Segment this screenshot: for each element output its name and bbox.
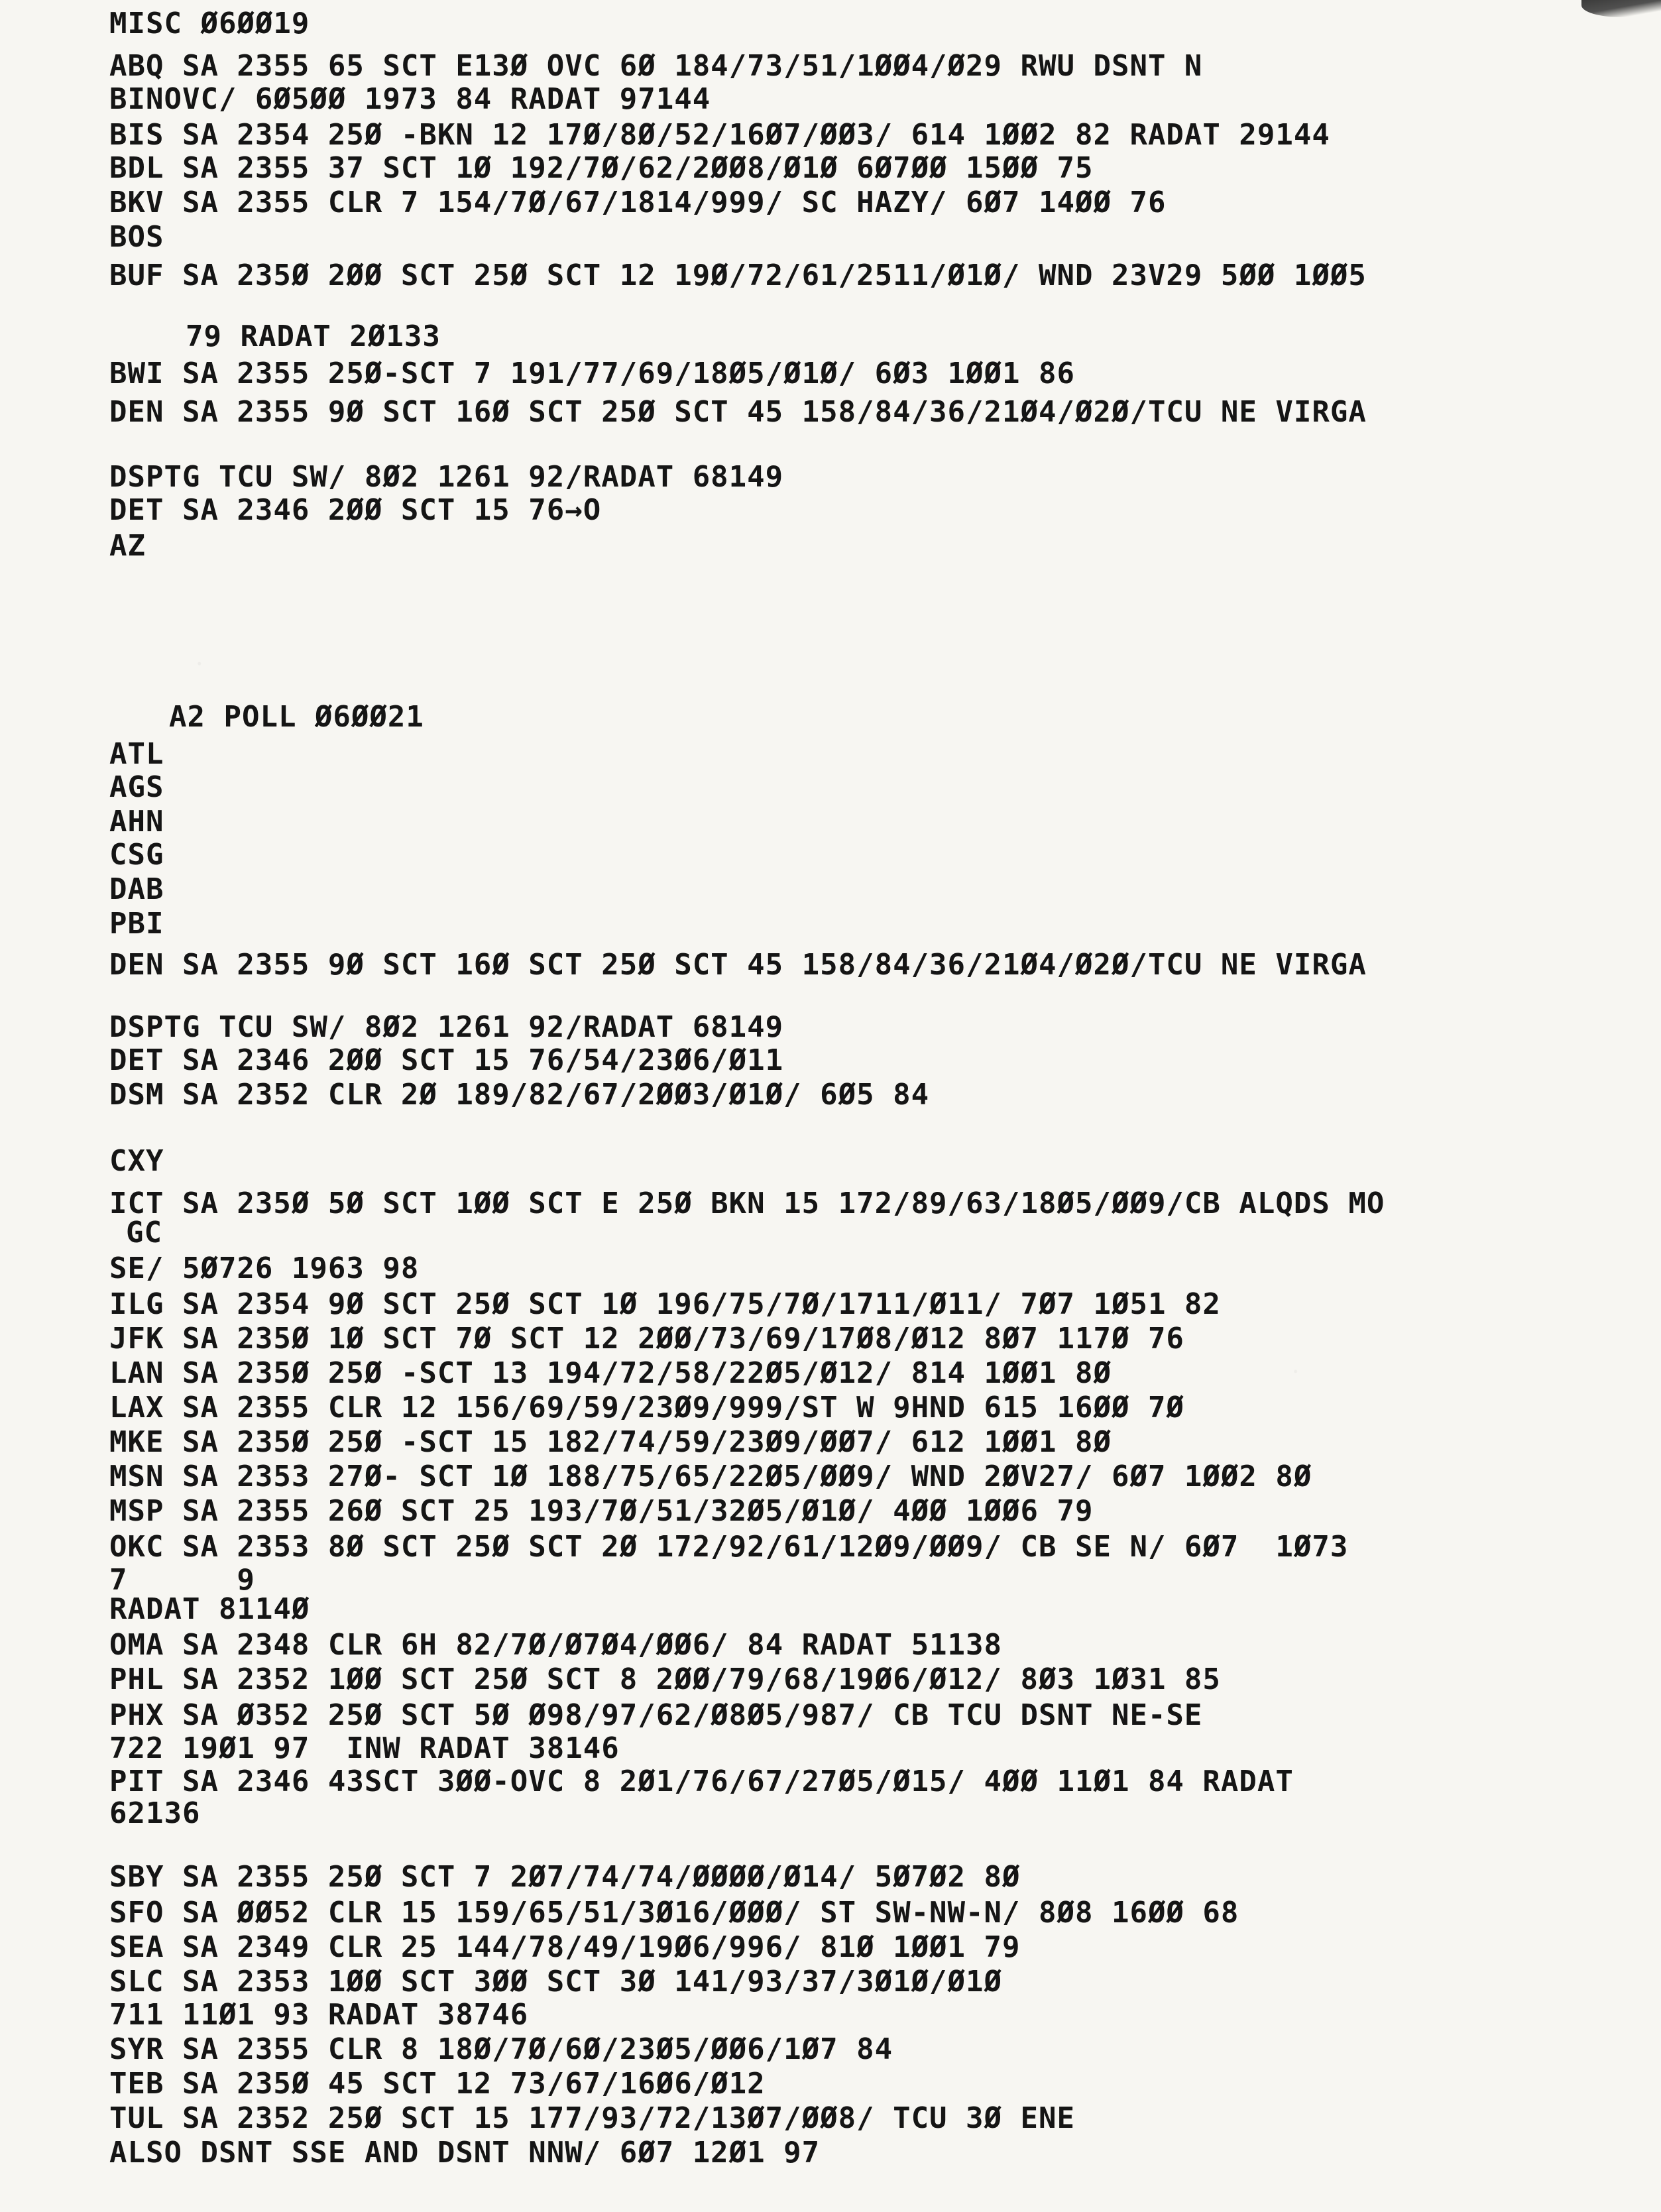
report-line-continuation: GC [126,1216,162,1250]
report-line-bos: BOS [109,220,164,254]
report-line-msn: MSN SA 2353 27Ø- SCT 1Ø 188/75/65/22Ø5/ØØ9/ WND 2ØV27/ 6Ø7 1ØØ2 8Ø [109,1460,1312,1493]
report-line-den: DEN SA 2355 9Ø SCT 16Ø SCT 25Ø SCT 45 158/84/36/21Ø4/Ø2Ø/TCU NE VIRGA [109,395,1367,429]
report-line-continuation: 722 19Ø1 97 INW RADAT 38146 [109,1731,620,1765]
report-line-jfk: JFK SA 235Ø 1Ø SCT 7Ø SCT 12 2ØØ/73/69/17Ø8/Ø12 8Ø7 117Ø 76 [109,1322,1184,1356]
report-line-det: DET SA 2346 2ØØ SCT 15 76→O [109,493,602,527]
report-line-det: DET SA 2346 2ØØ SCT 15 76/54/23Ø6/Ø11 [109,1043,784,1077]
report-line-dsm: DSM SA 2352 CLR 2Ø 189/82/67/2ØØ3/Ø1Ø/ 6Ø5 84 [109,1078,930,1112]
report-line-teb: TEB SA 235Ø 45 SCT 12 73/67/16Ø6/Ø12 [109,2067,766,2101]
station-line-dab: DAB [109,872,164,906]
report-line-ict: ICT SA 235Ø 5Ø SCT 1ØØ SCT E 25Ø BKN 15 172/89/63/18Ø5/ØØ9/CB ALQDS MO [109,1187,1385,1220]
report-line-continuation: 7 9 [109,1563,255,1597]
poll-header-line: A2 POLL Ø6ØØ21 [169,700,424,734]
report-line-sea: SEA SA 2349 CLR 25 144/78/49/19Ø6/996/ 81Ø 1ØØ1 79 [109,1930,1021,1964]
station-line-cxy: CXY [109,1144,164,1178]
report-line-lan: LAN SA 235Ø 25Ø -SCT 13 194/72/58/22Ø5/Ø12/ 814 1ØØ1 8Ø [109,1356,1112,1390]
report-line-continuation: DSPTG TCU SW/ 8Ø2 1261 92/RADAT 68149 [109,1010,784,1044]
report-line-okc: OKC SA 2353 8Ø SCT 25Ø SCT 2Ø 172/92/61/12Ø9/ØØ9/ CB SE N/ 6Ø7 1Ø73 [109,1530,1349,1564]
report-line-continuation: 711 11Ø1 93 RADAT 38746 [109,1998,529,2032]
report-line-slc: SLC SA 2353 1ØØ SCT 3ØØ SCT 3Ø 141/93/37/3Ø1Ø/Ø1Ø [109,1965,1003,1999]
report-line-continuation: 62136 [109,1796,201,1830]
report-line-bwi: BWI SA 2355 25Ø-SCT 7 191/77/69/18Ø5/Ø1Ø/ 6Ø3 1ØØ1 86 [109,357,1075,390]
report-line-syr: SYR SA 2355 CLR 8 18Ø/7Ø/6Ø/23Ø5/ØØ6/1Ø7 84 [109,2032,893,2066]
report-line-ilg: ILG SA 2354 9Ø SCT 25Ø SCT 1Ø 196/75/7Ø/1711/Ø11/ 7Ø7 1Ø51 82 [109,1287,1221,1321]
report-line-az: AZ [109,529,146,563]
report-line-bkv: BKV SA 2355 CLR 7 154/7Ø/67/1814/999/ SC HAZY/ 6Ø7 14ØØ 76 [109,186,1167,219]
report-line-tul: TUL SA 2352 25Ø SCT 15 177/93/72/13Ø7/ØØ8/ TCU 3Ø ENE [109,2101,1075,2135]
report-line-continuation: RADAT 8114Ø [109,1592,310,1626]
report-line-bis: BIS SA 2354 25Ø -BKN 12 17Ø/8Ø/52/16Ø7/ØØ3/ 614 1ØØ2 82 RADAT 29144 [109,118,1330,152]
station-line-ags: AGS [109,770,164,804]
report-line-mke: MKE SA 235Ø 25Ø -SCT 15 182/74/59/23Ø9/ØØ7/ 612 1ØØ1 8Ø [109,1425,1112,1459]
report-line-continuation: DSPTG TCU SW/ 8Ø2 1261 92/RADAT 68149 [109,460,784,494]
report-line-continuation: ALSO DSNT SSE AND DSNT NNW/ 6Ø7 12Ø1 97 [109,2136,821,2170]
station-line-pbi: PBI [109,907,164,941]
report-line-phx: PHX SA Ø352 25Ø SCT 5Ø Ø98/97/62/Ø8Ø5/987/ CB TCU DSNT NE-SE [109,1698,1203,1732]
station-line-atl: ATL [109,737,164,771]
station-line-ahn: AHN [109,805,164,839]
report-line-bdl: BDL SA 2355 37 SCT 1Ø 192/7Ø/62/2ØØ8/Ø1Ø 6Ø7ØØ 15ØØ 75 [109,151,1094,185]
report-line-continuation: 79 RADAT 2Ø133 [186,320,441,353]
scan-corner-shadow [1581,0,1661,17]
report-line-lax: LAX SA 2355 CLR 12 156/69/59/23Ø9/999/ST W 9HND 615 16ØØ 7Ø [109,1391,1184,1425]
report-line: BINOVC/ 6Ø5ØØ 1973 84 RADAT 97144 [109,82,711,116]
header-line: MISC Ø6ØØ19 [109,7,310,40]
report-line-oma: OMA SA 2348 CLR 6H 82/7Ø/Ø7Ø4/ØØ6/ 84 RADAT 51138 [109,1628,1003,1662]
report-line-den: DEN SA 2355 9Ø SCT 16Ø SCT 25Ø SCT 45 158/84/36/21Ø4/Ø2Ø/TCU NE VIRGA [109,948,1367,982]
report-line-sby: SBY SA 2355 25Ø SCT 7 2Ø7/74/74/ØØØØ/Ø14/ 5Ø7Ø2 8Ø [109,1860,1021,1894]
report-line-pit: PIT SA 2346 43SCT 3ØØ-OVC 8 2Ø1/76/67/27Ø5/Ø15/ 4ØØ 11Ø1 84 RADAT [109,1765,1294,1798]
station-line-csg: CSG [109,838,164,872]
report-line-buf: BUF SA 235Ø 2ØØ SCT 25Ø SCT 12 19Ø/72/61/2511/Ø1Ø/ WND 23V29 5ØØ 1ØØ5 [109,259,1367,292]
report-line-continuation: SE/ 5Ø726 1963 98 [109,1252,420,1285]
report-line-msp: MSP SA 2355 26Ø SCT 25 193/7Ø/51/32Ø5/Ø1Ø/ 4ØØ 1ØØ6 79 [109,1494,1094,1528]
report-line-phl: PHL SA 2352 1ØØ SCT 25Ø SCT 8 2ØØ/79/68/19Ø6/Ø12/ 8Ø3 1Ø31 85 [109,1662,1221,1696]
report-line-sfo: SFO SA ØØ52 CLR 15 159/65/51/3Ø16/ØØØ/ ST SW-NW-N/ 8Ø8 16ØØ 68 [109,1896,1239,1930]
report-line-abq: ABQ SA 2355 65 SCT E13Ø OVC 6Ø 184/73/51/1ØØ4/Ø29 RWU DSNT N [109,49,1203,83]
